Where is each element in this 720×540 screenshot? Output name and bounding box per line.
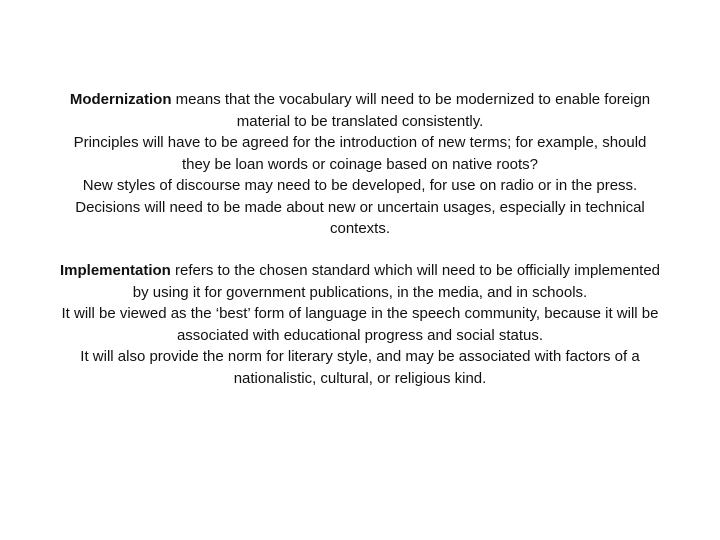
- modernization-principles-text: Principles will have to be agreed for the introduction of new terms; for example, should they be loan words or coinage based on native roots?: [73, 134, 647, 173]
- modernization-term: Modernization: [69, 91, 172, 108]
- modernization-discourse-text: New styles of discourse may need to be developed, for use on radio or in the press. Decisions will need to be made about new or uncertain usages, especially in technical contexts.: [75, 177, 645, 237]
- implementation-term: Implementation: [60, 262, 171, 279]
- implementation-definition: [60, 260, 660, 303]
- implementation-section: [60, 260, 660, 389]
- implementation-status-text: It will be viewed as the ‘best’ form of language in the speech community, because it will be associated with educational progress and social status.: [61, 305, 659, 344]
- implementation-definition-text: refers to the chosen standard which will need to be officially implemented by using it for government publications, in the media, and in schools.: [132, 262, 661, 301]
- modernization-definition: [60, 89, 660, 132]
- implementation-norm-text: It will also provide the norm for literary style, and may be associated with factors of a nationalistic, cultural, or religious kind.: [80, 348, 640, 387]
- modernization-definition-text: means that the vocabulary will need to be modernized to enable foreign material to be translated consistently.: [171, 91, 651, 130]
- modernization-section: [60, 89, 660, 240]
